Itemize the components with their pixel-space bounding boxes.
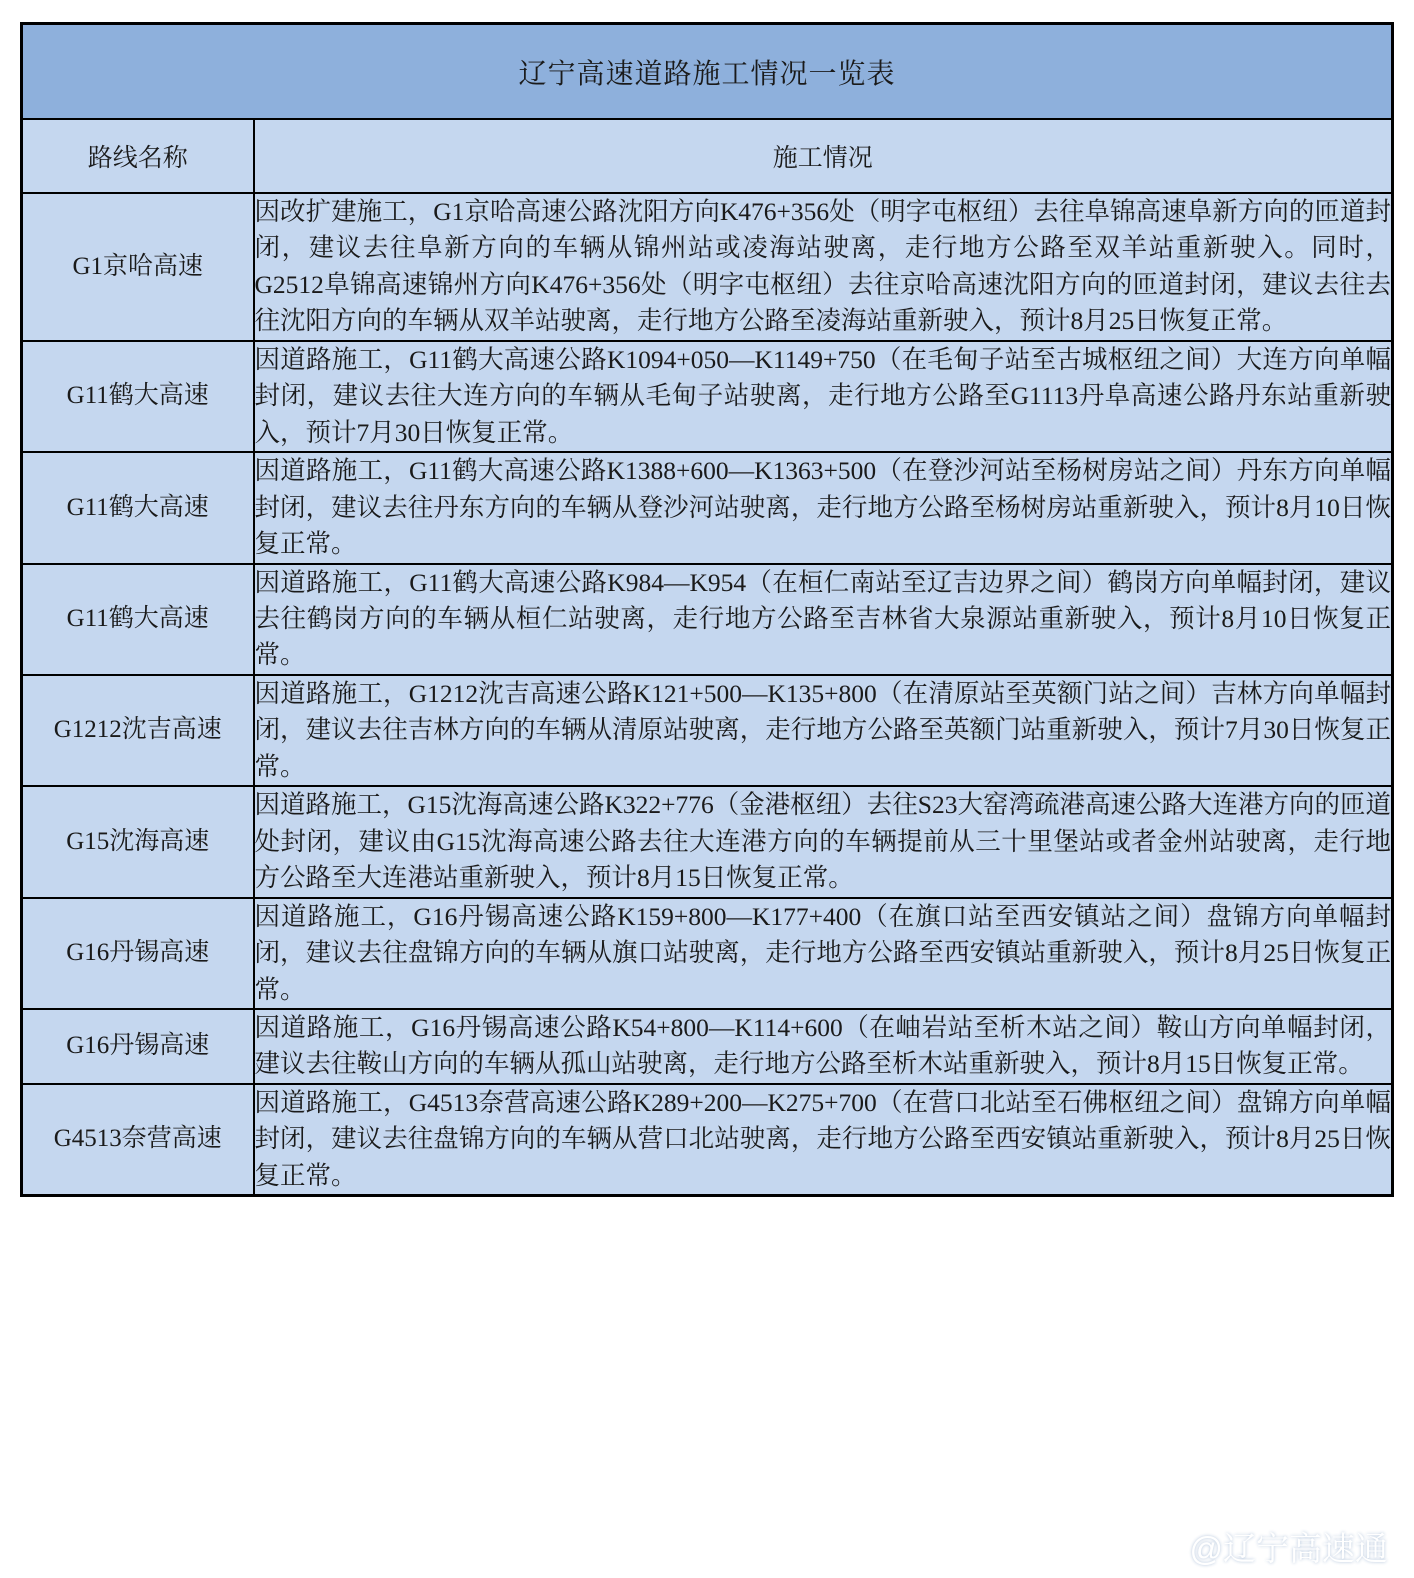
construction-detail: 因道路施工，G11鹤大高速公路K1094+050—K1149+750（在毛甸子站至古城枢纽之间）大连方向单幅封闭，建议去往大连方向的车辆从毛甸子站驶离，走行地方公路至G1113丹阜高速公路丹东站重新驶入，预计7月30日恢复正常。 (254, 341, 1393, 452)
table-row (22, 564, 1393, 675)
weibo-icon (1142, 1527, 1182, 1567)
table-title-row (22, 24, 1393, 120)
table-body (22, 24, 1393, 1196)
route-name: G11鹤大高速 (22, 564, 254, 675)
construction-detail: 因道路施工，G4513奈营高速公路K289+200—K275+700（在营口北站至石佛枢纽之间）盘锦方向单幅封闭，建议去往盘锦方向的车辆从营口北站驶离，走行地方公路至西安镇站重新驶入，预计8月25日恢复正常。 (254, 1084, 1393, 1196)
construction-detail: 因道路施工，G16丹锡高速公路K54+800—K114+600（在岫岩站至析木站之间）鞍山方向单幅封闭，建议去往鞍山方向的车辆从孤山站驶离，走行地方公路至析木站重新驶入，预计8月15日恢复正常。 (254, 1009, 1393, 1084)
route-name: G1212沈吉高速 (22, 675, 254, 786)
column-header-detail: 施工情况 (254, 119, 1393, 193)
table-row (22, 675, 1393, 786)
table-row (22, 786, 1393, 897)
weibo-watermark (1142, 1523, 1389, 1570)
route-name: G15沈海高速 (22, 786, 254, 897)
highway-construction-table (20, 22, 1394, 1197)
route-name: G11鹤大高速 (22, 452, 254, 563)
construction-detail: 因道路施工，G16丹锡高速公路K159+800—K177+400（在旗口站至西安镇站之间）盘锦方向单幅封闭，建议去往盘锦方向的车辆从旗口站驶离，走行地方公路至西安镇站重新驶入，预计8月25日恢复正常。 (254, 898, 1393, 1009)
table-row (22, 193, 1393, 341)
column-header-route: 路线名称 (22, 119, 254, 193)
construction-detail: 因道路施工，G15沈海高速公路K322+776（金港枢纽）去往S23大窑湾疏港高速公路大连港方向的匝道处封闭，建议由G15沈海高速公路去往大连港方向的车辆提前从三十里堡站或者金州站驶离，走行地方公路至大连港站重新驶入，预计8月15日恢复正常。 (254, 786, 1393, 897)
table-header-row (22, 119, 1393, 193)
route-name: G16丹锡高速 (22, 1009, 254, 1084)
route-name: G16丹锡高速 (22, 898, 254, 1009)
route-name: G1京哈高速 (22, 193, 254, 341)
construction-detail: 因道路施工，G11鹤大高速公路K1388+600—K1363+500（在登沙河站至杨树房站之间）丹东方向单幅封闭，建议去往丹东方向的车辆从登沙河站驶离，走行地方公路至杨树房站重新驶入，预计8月10日恢复正常。 (254, 452, 1393, 563)
construction-detail: 因道路施工，G1212沈吉高速公路K121+500—K135+800（在清原站至英额门站之间）吉林方向单幅封闭，建议去往吉林方向的车辆从清原站驶离，走行地方公路至英额门站重新驶入，预计7月30日恢复正常。 (254, 675, 1393, 786)
route-name: G11鹤大高速 (22, 341, 254, 452)
table-row (22, 1084, 1393, 1196)
table-row (22, 452, 1393, 563)
construction-detail: 因改扩建施工，G1京哈高速公路沈阳方向K476+356处（明字屯枢纽）去往阜锦高速阜新方向的匝道封闭，建议去往阜新方向的车辆从锦州站或凌海站驶离，走行地方公路至双羊站重新驶入。同时，G2512阜锦高速锦州方向K476+356处（明字屯枢纽）去往京哈高速沈阳方向的匝道封闭，建议去往去往沈阳方向的车辆从双羊站驶离，走行地方公路至凌海站重新驶入，预计8月25日恢复正常。 (254, 193, 1393, 341)
construction-detail: 因道路施工，G11鹤大高速公路K984—K954（在桓仁南站至辽吉边界之间）鹤岗方向单幅封闭，建议去往鹤岗方向的车辆从桓仁站驶离，走行地方公路至吉林省大泉源站重新驶入，预计8月10日恢复正常。 (254, 564, 1393, 675)
table-title: 辽宁高速道路施工情况一览表 (22, 24, 1393, 120)
table-row (22, 1009, 1393, 1084)
weibo-handle: @辽宁高速通 (1189, 1530, 1388, 1567)
table-row (22, 341, 1393, 452)
table-row (22, 898, 1393, 1009)
route-name: G4513奈营高速 (22, 1084, 254, 1196)
